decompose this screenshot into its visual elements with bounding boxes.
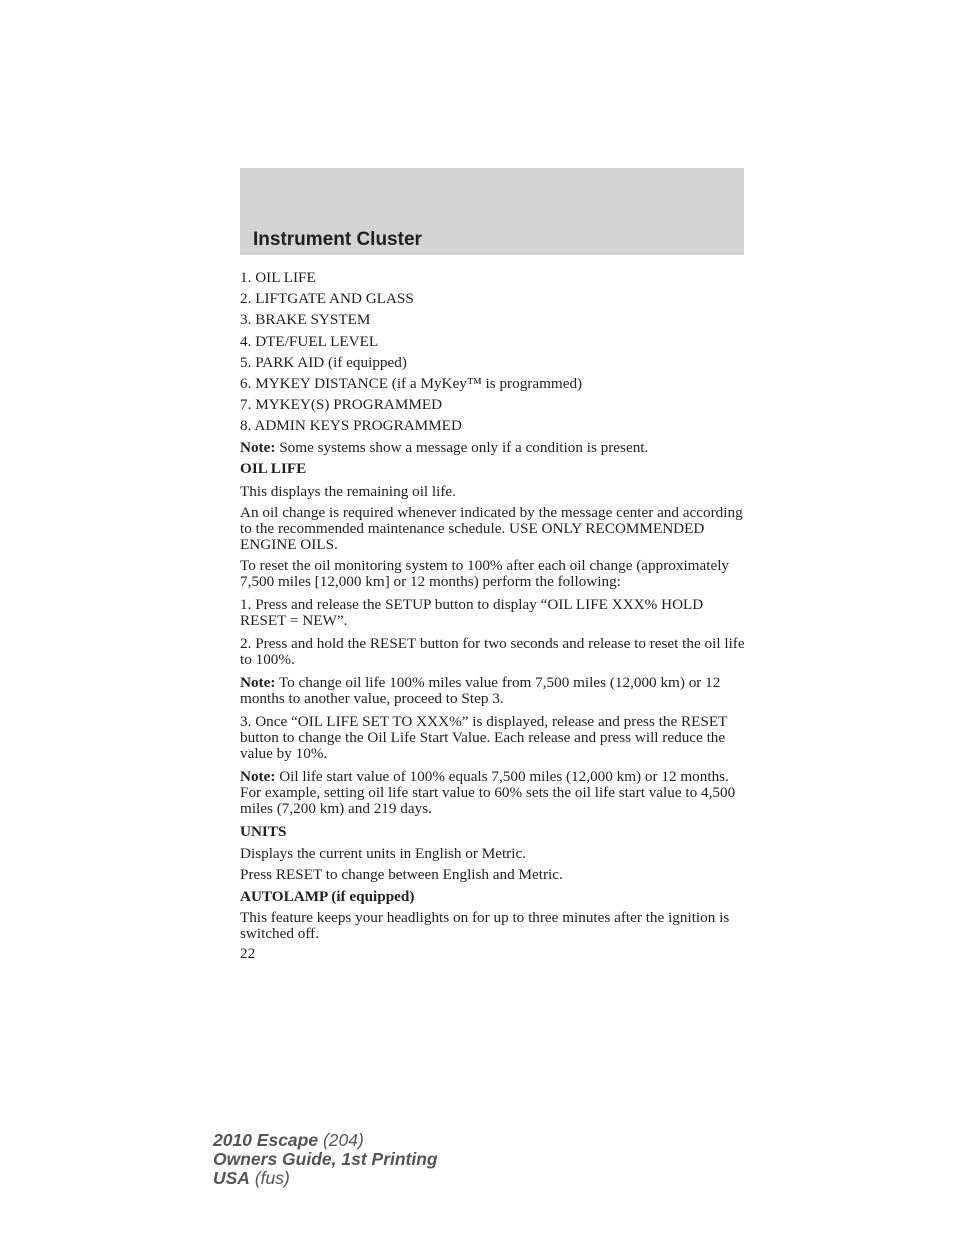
oil-life-paragraph: This displays the remaining oil life. — [240, 482, 456, 500]
footer-printing: Owners Guide, 1st Printing — [213, 1149, 438, 1169]
page-number: 22 — [240, 945, 256, 963]
footer-model: 2010 Escape — [213, 1130, 319, 1150]
section-header — [240, 168, 744, 255]
note-text: Oil life start value of 100% equals 7,500 miles (12,000 km) or 12 months. For example, setting oil life start value to 60% sets the oil life start value to 4,500 miles (7,200 km) and 219 days. — [240, 767, 736, 817]
note-label: Note: — [240, 673, 276, 691]
list-item: 6. MYKEY DISTANCE (if a MyKey™ is programmed) — [240, 375, 583, 393]
note-start-value — [240, 769, 746, 817]
list-item: 3. BRAKE SYSTEM — [240, 311, 371, 329]
units-paragraph: Press RESET to change between English and Metric. — [240, 866, 563, 884]
footer-line — [213, 1169, 438, 1188]
list-item: 8. ADMIN KEYS PROGRAMMED — [240, 417, 462, 435]
message-menu-list — [240, 267, 746, 437]
reset-step-1: 1. Press and release the SETUP button to display “OIL LIFE XXX% HOLD RESET = NEW”. — [240, 595, 704, 629]
list-item: 4. DTE/FUEL LEVEL — [240, 332, 379, 350]
note-label: Note: — [240, 438, 276, 456]
note-text: Some systems show a message only if a condition is present. — [275, 438, 649, 456]
units-paragraph: Displays the current units in English or Metric. — [240, 844, 526, 862]
list-item: 5. PARK AID (if equipped) — [240, 353, 407, 371]
note-label: Note: — [240, 767, 276, 785]
reset-step-3: 3. Once “OIL LIFE SET TO XXX%” is displayed, release and press the RESET button to change the Oil Life Start Value. Each release and press will reduce the value by 10%. — [240, 712, 728, 762]
note-text: To change oil life 100% miles value from 7,500 miles (12,000 km) or 12 months to another value, proceed to Step 3. — [240, 673, 721, 707]
autolamp-heading: AUTOLAMP (if equipped) — [240, 888, 415, 906]
footer-market: USA — [213, 1168, 250, 1188]
oil-life-heading: OIL LIFE — [240, 459, 307, 477]
footer-market-code: (fus) — [249, 1168, 290, 1188]
page-content — [240, 267, 746, 962]
footer-line — [213, 1131, 438, 1150]
oil-life-paragraph: An oil change is required whenever indicated by the message center and according to the recommended maintenance schedule. USE ONLY RECOMMENDED ENGINE OILS. — [240, 503, 743, 553]
note-change-value — [240, 675, 746, 707]
footer-model-code: (204) — [318, 1130, 364, 1150]
section-title: Instrument Cluster — [253, 229, 422, 250]
note-condition — [240, 437, 746, 458]
list-item: 1. OIL LIFE — [240, 269, 316, 286]
document-footer — [213, 1131, 438, 1188]
list-item: 2. LIFTGATE AND GLASS — [240, 290, 414, 308]
autolamp-paragraph: This feature keeps your headlights on for up to three minutes after the ignition is switched off. — [240, 909, 730, 943]
reset-step-2: 2. Press and hold the RESET button for two seconds and release to reset the oil life to 100%. — [240, 634, 745, 668]
units-heading: UNITS — [240, 822, 287, 840]
oil-life-paragraph: To reset the oil monitoring system to 100% after each oil change (approximately 7,500 miles [12,000 km] or 12 months) perform the following: — [240, 556, 730, 590]
list-item: 7. MYKEY(S) PROGRAMMED — [240, 396, 443, 414]
